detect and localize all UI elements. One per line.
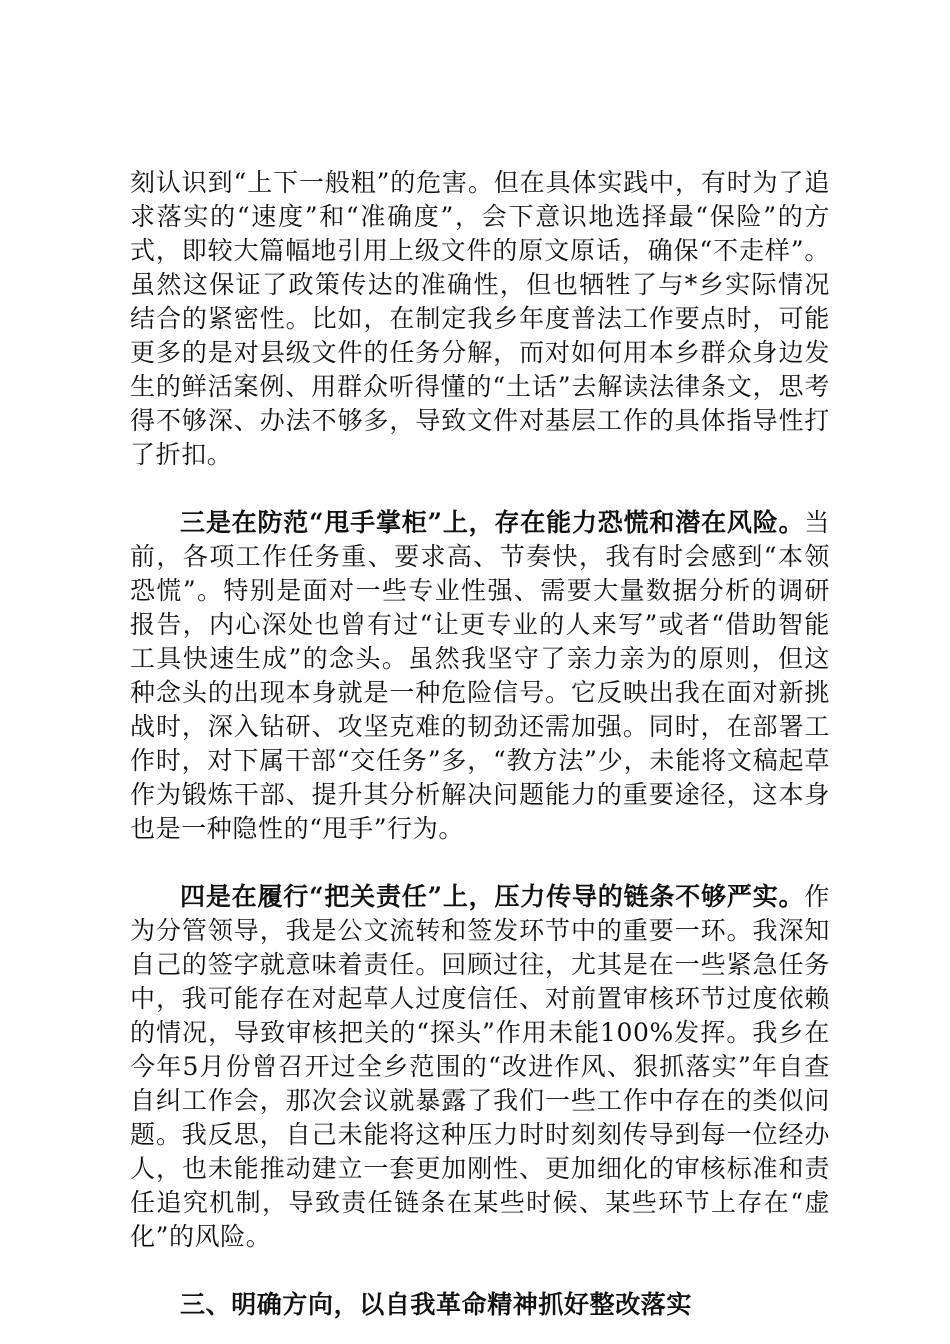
paragraph-continuation: [130, 166, 830, 472]
paragraph-point-four: [130, 880, 830, 1254]
paragraph-body: 作为分管领导，我是公文流转和签发环节中的重要一环。我深知自己的签字就意味着责任。回顾过往，尤其是在一些紧急任务中，我可能存在对起草人过度信任、对前置审核环节过度依赖的情况，导致审核把关的“探头”作用未能100%发挥。我乡在今年5月份曾召开过全乡范围的“改进作风、狠抓落实”年自查自纠工作会，那次会议就暴露了我们一些工作中存在的类似问题。我反思，自己未能将这种压力时时刻刻传导到每一位经办人，也未能推动建立一套更加刚性、更加细化的审核标准和责任追究机制，导致责任链条在某些时候、某些环节上存在“虚化”的风险。: [130, 882, 830, 1251]
document-page: [130, 166, 830, 1322]
paragraph-body: 当前，各项工作任务重、要求高、节奏快，我有时会感到“本领恐慌”。特别是面对一些专业性强、需要大量数据分析的调研报告，内心深处也曾有过“让更专业的人来写”或者“借助智能工具快速生成”的念头。虽然我坚守了亲力亲为的原则，但这种念头的出现本身就是一种危险信号。它反映出我在面对新挑战时，深入钻研、攻坚克难的韧劲还需加强。同时，在部署工作时，对下属干部“交任务”多，“教方法”少，未能将文稿起草作为锻炼干部、提升其分析解决问题能力的重要途径，这本身也是一种隐性的“甩手”行为。: [130, 508, 830, 843]
paragraph-point-three: [130, 506, 830, 846]
paragraph-lead: 四是在履行“把关责任”上，压力传导的链条不够严实。: [180, 882, 805, 911]
paragraph-body: 刻认识到“上下一般粗”的危害。但在具体实践中，有时为了追求落实的“速度”和“准确度”，会下意识地选择最“保险”的方式，即较大篇幅地引用上级文件的原文原话，确保“不走样”。虽然这保证了政策传达的准确性，但也牺牲了与*乡实际情况结合的紧密性。比如，在制定我乡年度普法工作要点时，可能更多的是对县级文件的任务分解，而对如何用本乡群众身边发生的鲜活案例、用群众听得懂的“土话”去解读法律条文，思考得不够深、办法不够多，导致文件对基层工作的具体指导性打了折扣。: [130, 168, 830, 469]
section-heading: 三、明确方向，以自我革命精神抓好整改落实: [180, 1290, 693, 1319]
paragraph-lead: 三是在防范“甩手掌柜”上，存在能力恐慌和潜在风险。: [180, 508, 805, 537]
